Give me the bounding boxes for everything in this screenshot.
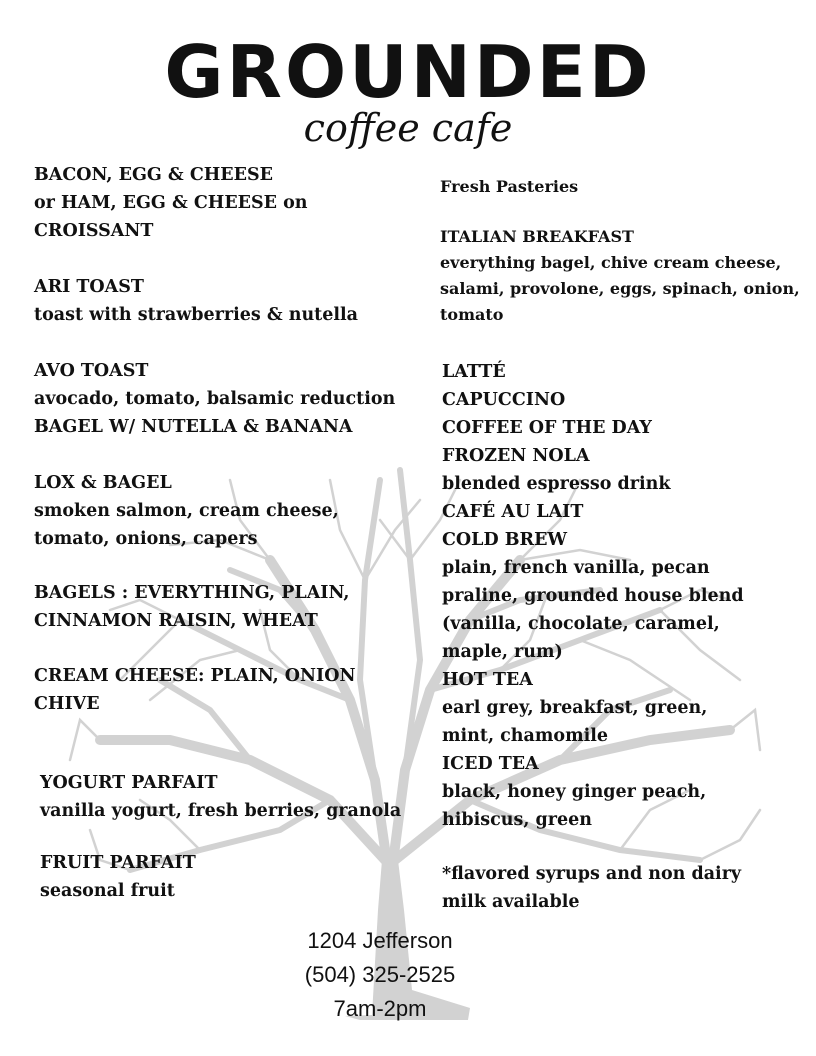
- menu-line: BAGEL W/ NUTELLA & BANANA: [34, 417, 353, 437]
- menu-line: CINNAMON RAISIN, WHEAT: [34, 611, 318, 631]
- menu-item-lox-bagel: [34, 469, 339, 553]
- menu-line: mint, chamomile: [442, 726, 609, 746]
- menu-item-avo-toast: [34, 357, 395, 441]
- menu-item-ari-toast: [34, 273, 358, 329]
- hours: 7am-2pm: [333, 996, 427, 1021]
- menu-line: maple, rum): [442, 642, 563, 662]
- menu-line: LOX & BAGEL: [34, 473, 172, 493]
- menu-item-fresh-pastries: [440, 173, 578, 201]
- menu-line: earl grey, breakfast, green,: [442, 698, 708, 718]
- drink-cafe-au-lait: CAFÉ AU LAIT: [442, 502, 584, 522]
- menu-line: FRUIT PARFAIT: [40, 853, 196, 873]
- menu-line: smoken salmon, cream cheese,: [34, 501, 339, 521]
- menu-line: vanilla yogurt, fresh berries, granola: [40, 801, 402, 821]
- menu-line: (vanilla, chocolate, caramel,: [442, 614, 720, 634]
- drink-iced-tea: ICED TEA: [442, 754, 539, 774]
- phone: (504) 325-2525: [304, 962, 456, 987]
- menu-line: Fresh Pasteries: [440, 177, 579, 196]
- menu-item-italian-breakfast: [440, 224, 800, 328]
- drink-hot-tea: HOT TEA: [442, 670, 533, 690]
- menu-line: BACON, EGG & CHEESE: [34, 165, 273, 185]
- drink-capuccino: CAPUCCINO: [442, 390, 566, 410]
- drink-cold-brew: COLD BREW: [442, 530, 568, 550]
- drink-frozen-nola: FROZEN NOLA: [442, 446, 590, 466]
- menu-line: black, honey ginger peach,: [442, 782, 707, 802]
- menu-item-cream-cheese: [34, 662, 355, 718]
- address: 1204 Jefferson: [307, 928, 453, 953]
- menu-line: ITALIAN BREAKFAST: [440, 227, 634, 246]
- menu-line: praline, grounded house blend: [442, 586, 744, 606]
- menu-item-fruit-parfait: [40, 849, 196, 905]
- menu-line: avocado, tomato, balsamic reduction: [34, 389, 396, 409]
- drinks-list: [442, 358, 744, 834]
- menu-line: milk available: [442, 892, 580, 912]
- menu-line: ARI TOAST: [34, 277, 144, 297]
- menu-item-bagels: [34, 579, 349, 635]
- menu-line: CROISSANT: [34, 221, 154, 241]
- menu-line: toast with strawberries & nutella: [34, 305, 359, 325]
- menu-line: tomato, onions, capers: [34, 529, 258, 549]
- menu-line: plain, french vanilla, pecan: [442, 558, 710, 578]
- cafe-tagline: coffee cafe: [303, 106, 513, 150]
- drink-coffee-of-the-day: COFFEE OF THE DAY: [442, 418, 652, 438]
- menu-line: tomato: [440, 305, 504, 324]
- menu-line: seasonal fruit: [40, 881, 175, 901]
- menu-line: everything bagel, chive cream cheese,: [440, 253, 782, 272]
- menu-line: YOGURT PARFAIT: [40, 773, 218, 793]
- menu-item-yogurt-parfait: [40, 769, 401, 825]
- menu-line: BAGELS : EVERYTHING, PLAIN,: [34, 583, 350, 603]
- menu-line: hibiscus, green: [442, 810, 592, 830]
- menu-line: CHIVE: [34, 694, 100, 714]
- footer-info: [280, 924, 480, 1026]
- cafe-title: GROUNDED: [164, 30, 652, 114]
- syrup-note: [442, 860, 741, 916]
- menu-line: or HAM, EGG & CHEESE on: [34, 193, 308, 213]
- menu-line: salami, provolone, eggs, spinach, onion,: [440, 279, 800, 298]
- menu-line: CREAM CHEESE: PLAIN, ONION: [34, 666, 356, 686]
- drink-latte: LATTÉ: [442, 362, 506, 382]
- menu-line: *flavored syrups and non dairy: [442, 864, 742, 884]
- menu-item-bacon-egg: [34, 161, 307, 245]
- menu-line: AVO TOAST: [34, 361, 149, 381]
- menu-line: blended espresso drink: [442, 474, 671, 494]
